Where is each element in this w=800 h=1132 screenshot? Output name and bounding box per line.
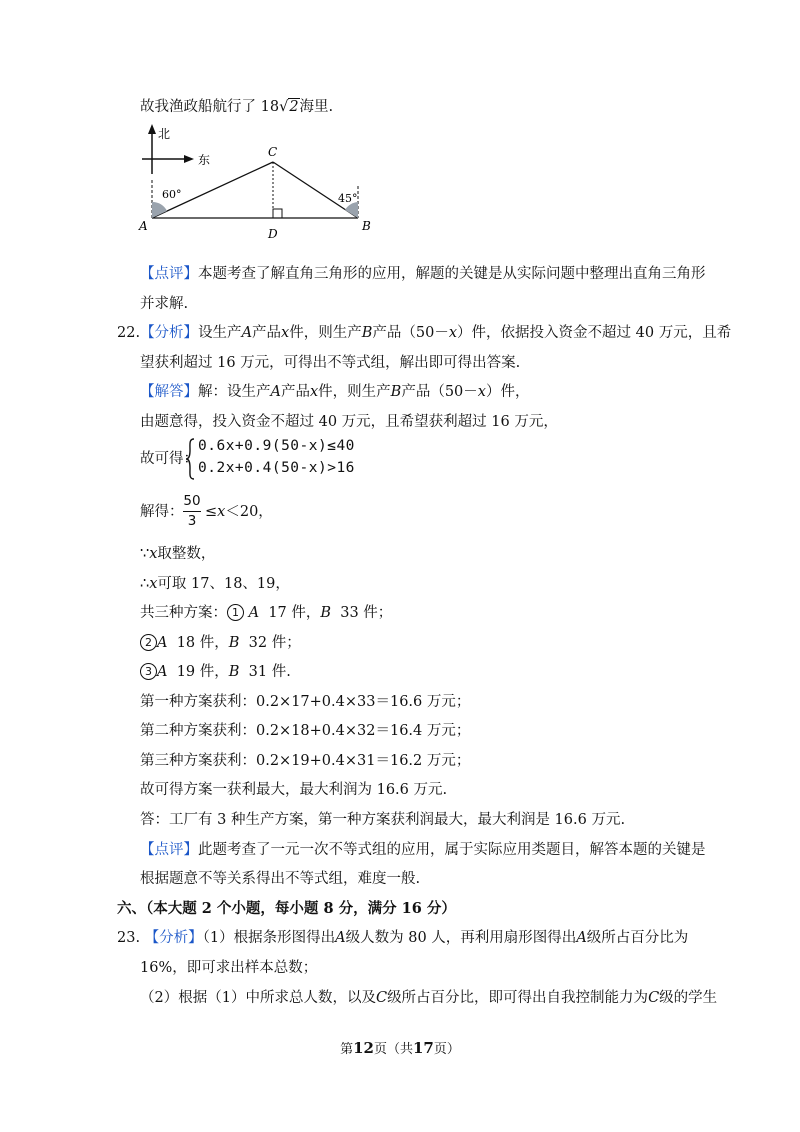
q22-solve-label: 解得： [140,504,184,520]
q22-plan-2: 2 A 18 件，B 32 件； [140,633,301,653]
q22-comment-line-2: 根据题意不等关系得出不等式组，难度一般. [140,871,421,887]
point-a-label: A [139,219,148,233]
comment-1-line-1: 【点评】本题考查了解直角三角形的应用，解题的关键是从实际问题中整理出直角三角形 [140,266,706,282]
triangle-diagram [138,122,378,242]
page-total: 17 [413,1039,434,1057]
point-d-label: D [268,227,278,241]
north-label: 北 [158,127,171,141]
comment-tag: 【点评】 [140,842,198,858]
inequality-1: 0.6x+0.9(50-x)≤40 [198,438,355,454]
q22-solve-tail: ≤x＜20， [205,504,273,520]
q22-final-answer: 答：工厂有 3 种生产方案，第一种方案获利润最大，最大利润是 16.6 万元. [140,812,626,828]
fraction: 50 3 [183,493,201,529]
point-c-label: C [268,145,278,159]
q22-given: 由题意得，投入资金不超过 40 万元，且希望获利超过 16 万元， [140,414,558,430]
answer-tag: 【解答】 [140,384,198,400]
page-number: 12 [353,1039,374,1057]
q22-system-label: 故可得： [140,451,198,467]
point-b-label: B [362,219,371,233]
angle-a-label: 60° [162,188,182,201]
inequality-2: 0.2x+0.4(50-x)>16 [198,460,355,476]
q22-profit-3: 第三种方案获利：0.2×19+0.4×31＝16.2 万元； [140,753,471,769]
analysis-tag: 【分析】 [144,930,203,946]
q23-line-3: （2）根据（1）中所求总人数，以及C级所占百分比，即可得出自我控制能力为C级的学生 [140,990,718,1006]
q22-profit-2: 第二种方案获利：0.2×18+0.4×32＝16.4 万元； [140,723,471,739]
q22-profit-1: 第一种方案获利：0.2×17+0.4×33＝16.6 万元； [140,694,471,710]
comment-1-line-2: 并求解. [140,296,189,312]
result-text: 故我渔政船航行了 18 [140,99,280,115]
comment-tag: 【点评】 [140,266,198,282]
q23-line-1: 23. 【分析】（1）根据条形图得出A级人数为 80 人，再利用扇形图得出A级所占百分比为 [117,930,689,946]
angle-b-label: 45° [338,192,358,205]
sqrt-expression: √2 [279,99,299,115]
inequality-system [198,435,355,479]
q22-answer-line-1: 【解答】解：设生产A产品x件，则生产B产品（50－x）件， [140,384,530,400]
result-line: 故我渔政船航行了 18√2海里. [140,99,334,115]
section-6-heading: 六、（本大题 2 个小题，每小题 8 分，满分 16 分） [117,900,456,917]
q22-plan-3: 3 A 19 件，B 31 件. [140,662,291,682]
q22-because: ∵x取整数， [140,546,216,562]
q22-conclusion: 故可得方案一获利最大，最大利润为 16.6 万元. [140,782,448,798]
page-footer: 第12页（共17页） [340,1039,460,1057]
q22-comment-line-1: 【点评】此题考查了一元一次不等式组的应用，属于实际应用类题目，解答本题的关键是 [140,842,706,858]
brace-icon [185,438,195,480]
east-label: 东 [198,153,211,167]
q22-analysis-line-2: 望获利超过 16 万元，可得出不等式组，解出即可得出答案. [140,355,521,371]
q22-plan-1: 共三种方案： 1 A 17 件，B 33 件； [140,605,393,621]
q22-therefore: ∴x可取 17、18、19， [140,576,290,592]
q22-analysis-line-1: 22.【分析】设生产A产品x件，则生产B产品（50－x）件，依据投入资金不超过 40 万元，且希 [117,325,732,341]
analysis-tag: 【分析】 [140,325,199,341]
q23-line-2: 16%，即可求出样本总数； [140,960,318,976]
